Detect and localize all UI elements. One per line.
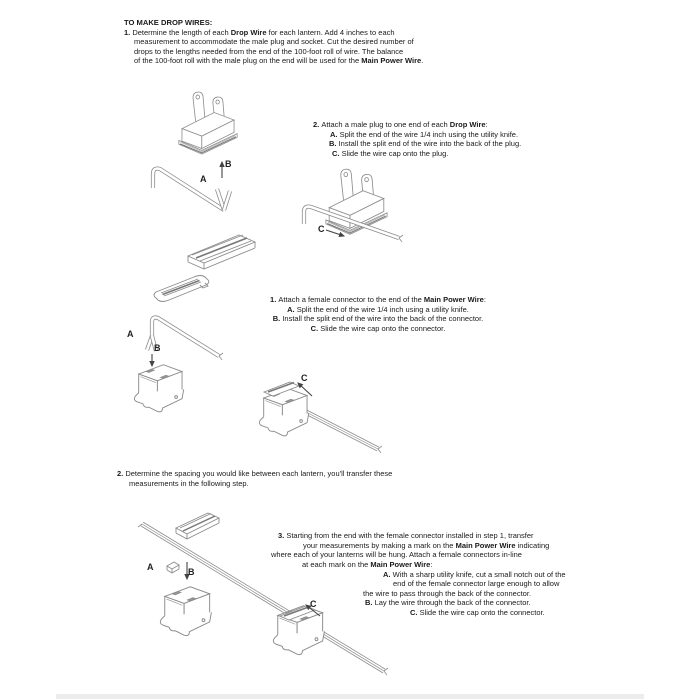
diagram-female-connector-exploded (118, 306, 250, 438)
notch-piece (167, 562, 179, 573)
instruction-line: C. Slide the wire cap onto the plug. (332, 148, 449, 158)
drop-wire-split-end (153, 169, 230, 210)
diagram1-label-a: A (200, 174, 207, 184)
instruction-line: A. Split the end of the wire 1/4 inch using the utility knife. (330, 129, 519, 139)
instruction-line: B. Lay the wire through the back of the connector. (365, 598, 531, 607)
instruction-line: 3. Starting from the end with the female connector installed in step 1, transfer (278, 531, 534, 540)
section-make-drop-wires (124, 18, 423, 66)
instruction-line: B. Install the split end of the wire into the back of the plug. (329, 139, 522, 149)
wire-cap-small (154, 276, 209, 302)
diagram2-label-c: C (318, 224, 325, 234)
diagram6-label-b: B (188, 567, 195, 577)
wire-cap-large (188, 235, 255, 269)
instruction-line: A. Split the end of the wire 1/4 inch using a utility knife. (287, 304, 469, 314)
diagram6-label-c: C (310, 599, 317, 609)
diagram6-label-a: A (147, 562, 154, 572)
instruction-line: where each of your lanterns will be hung. Attach a female connectors in-line (271, 550, 522, 559)
diagram4-label-b: B (154, 343, 161, 353)
instruction-line: drops to the lengths needed from the end of the 100-foot roll of wire. The balance (134, 46, 404, 56)
diagram5-label-c: C (301, 373, 308, 383)
diagram4-label-a: A (127, 329, 134, 339)
section-step2-spacing (117, 469, 392, 488)
instruction-line: C. Slide the wire cap onto the connector. (310, 323, 446, 333)
main-power-wire-split-end (147, 318, 223, 361)
instruction-line: 1. Determine the length of each Drop Wire for each lantern. Add 4 inches to each (124, 27, 395, 37)
female-connector (134, 365, 183, 412)
diagram-wire-caps (148, 228, 263, 318)
section-step2-male-plug (313, 120, 521, 158)
instruction-line: 2. Attach a male plug to one end of each Drop Wire: (313, 120, 488, 129)
instruction-line: C. Slide the wire cap onto the connector. (410, 608, 545, 617)
diagram-male-plug-exploded (140, 86, 280, 226)
instruction-line: end of the female connector large enough to allow (393, 579, 560, 588)
instruction-line: of the 100-foot roll with the male plug on the end will be used for the Main Power Wire. (134, 56, 424, 66)
instruction-line: 1. Attach a female connector to the end of the Main Power Wire: (270, 295, 486, 304)
instruction-line: at each mark on the Main Power Wire: (302, 560, 433, 569)
diagram1-label-b: B (225, 159, 232, 169)
male-plug (179, 92, 237, 154)
female-connector (160, 587, 211, 636)
instruction-line: B. Install the split end of the wire into the back of the connector. (272, 314, 484, 324)
instruction-line: the wire to pass through the back of the connector. (363, 589, 532, 598)
diagram-female-connector-wire-cap (252, 366, 387, 461)
instruction-line: measurements in the following step. (129, 478, 249, 488)
instruction-line: your measurements by making a mark on the Main Power Wire indicating (303, 541, 550, 550)
instruction-line: measurement to accommodate the male plug and socket. Cut the desired number of (134, 37, 414, 47)
section-step1-female-connector (256, 295, 500, 333)
diagram-male-plug-wire-cap (296, 166, 416, 258)
wire-cap (176, 513, 219, 539)
instruction-line: 2. Determine the spacing you would like between each lantern, you'll transfer these (117, 469, 393, 478)
diagram-main-power-wire-assembly (118, 500, 418, 690)
female-connector (259, 389, 308, 436)
main-power-wire (306, 412, 382, 453)
instruction-line: A. With a sharp utility knife, cut a small notch out of the (383, 570, 566, 579)
section-title: TO MAKE DROP WIRES: (124, 18, 213, 27)
page-edge-bar (56, 694, 644, 699)
